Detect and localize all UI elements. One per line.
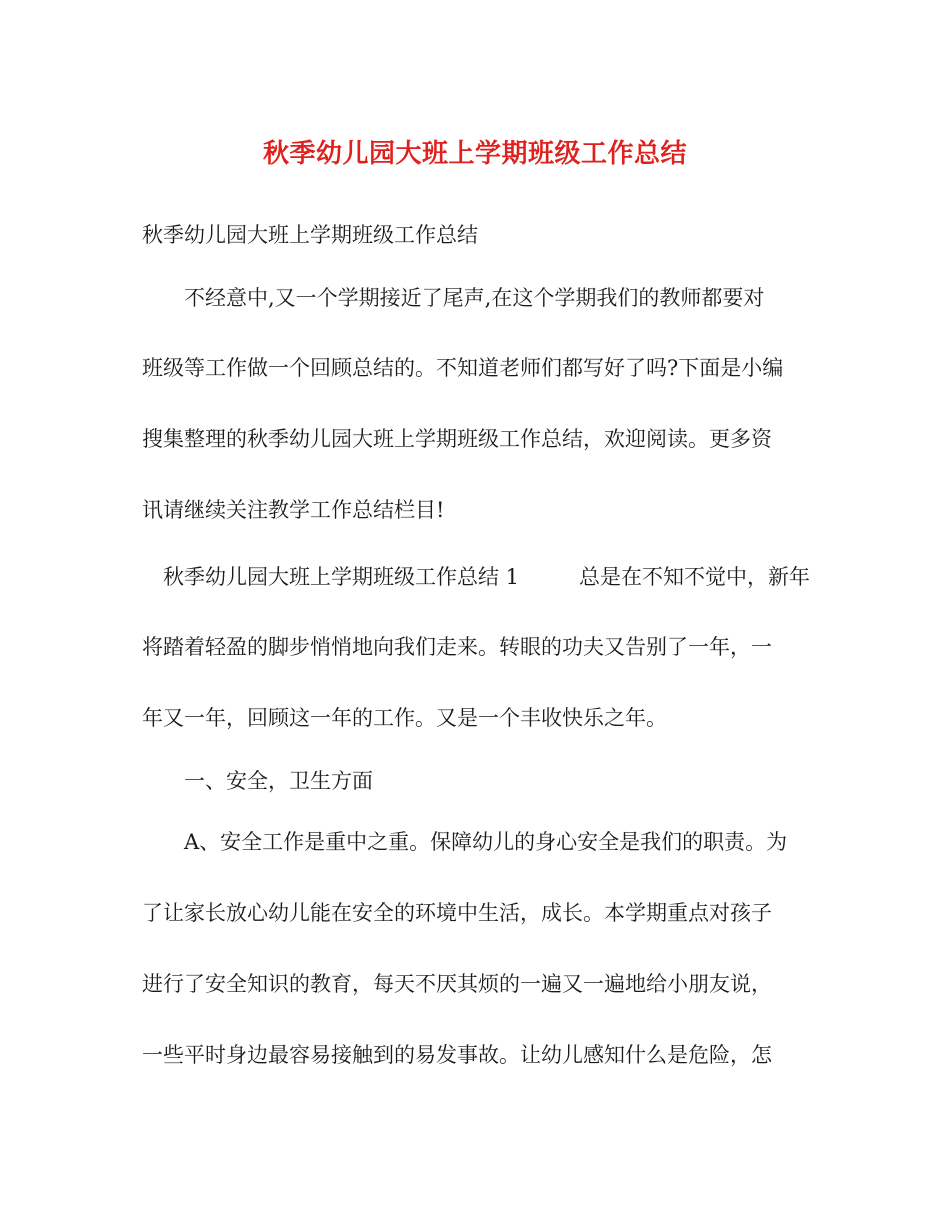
intro-line-1: 不经意中,又一个学期接近了尾声,在这个学期我们的教师都要对 bbox=[184, 286, 765, 310]
part-1-line-1: A、安全工作是重中之重。保障幼儿的身心安全是我们的职责。为 bbox=[184, 830, 788, 854]
intro-line-2: 班级等工作做一个回顾总结的。不知道老师们都写好了吗?下面是小编 bbox=[142, 356, 784, 380]
intro-line-3: 搜集整理的秋季幼儿园大班上学期班级工作总结，欢迎阅读。更多资 bbox=[142, 427, 772, 451]
part-1-line-4: 一些平时身边最容易接触到的易发事故。让幼儿感知什么是危险，怎 bbox=[142, 1043, 772, 1067]
page-title: 秋季幼儿园大班上学期班级工作总结 bbox=[262, 139, 687, 169]
section-1-heading: 秋季幼儿园大班上学期班级工作总结 1 bbox=[163, 565, 520, 589]
section-1-first-line-tail: 总是在不知不觉中，新年 bbox=[579, 565, 811, 589]
section-1-line-3: 年又一年，回顾这一年的工作。又是一个丰收快乐之年。 bbox=[142, 706, 667, 730]
intro-line-4: 讯请继续关注教学工作总结栏目! bbox=[142, 498, 445, 522]
part-1-heading: 一、安全，卫生方面 bbox=[184, 769, 373, 793]
section-1-first-line bbox=[163, 562, 810, 592]
part-1-line-2: 了让家长放心幼儿能在安全的环境中生活，成长。本学期重点对孩子 bbox=[142, 901, 772, 925]
part-1-line-3: 进行了安全知识的教育，每天不厌其烦的一遍又一遍地给小朋友说， bbox=[142, 972, 772, 996]
subtitle: 秋季幼儿园大班上学期班级工作总结 bbox=[142, 223, 478, 247]
section-1-line-2: 将踏着轻盈的脚步悄悄地向我们走来。转眼的功夫又告别了一年，一 bbox=[142, 635, 772, 659]
